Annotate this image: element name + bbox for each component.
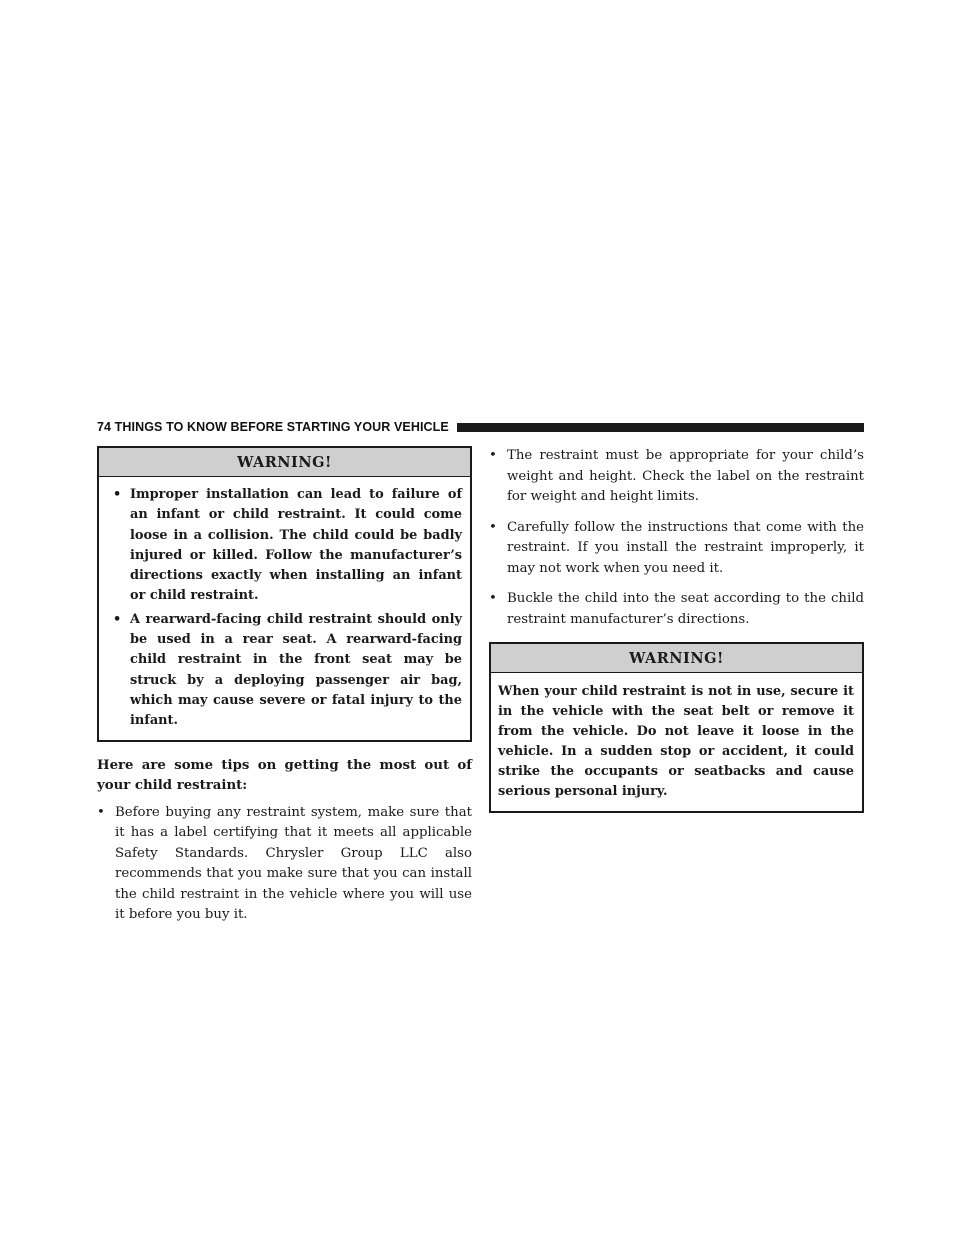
warning-body-text: When your child restraint is not in use, secure it in the vehicle with the seat belt or remove it from the vehicle. Do not leave it loose in the vehicle. In a sudden stop or accident, it could strike the occupants or seatbacks and cause serious personal injury. — [498, 684, 854, 799]
list-item-text: Before buying any restraint system, make sure that it has a label certifying that it meets all applicable Safety Standards. Chrysler Group LLC also recommends that you make sure that you can install the child restraint in the vehicle where you will use it before you buy it. — [115, 804, 472, 923]
tips-intro: Here are some tips on getting the most out of your child restraint: — [97, 757, 472, 794]
header-rule — [457, 423, 864, 432]
warning-item — [113, 485, 462, 607]
list-item — [489, 589, 864, 630]
running-header — [97, 418, 864, 436]
warning-title: WARNING! — [99, 448, 470, 477]
list-item — [489, 518, 864, 580]
tips-list-right — [489, 446, 864, 630]
warning-item-text: A rearward-facing child restraint should only be used in a rear seat. A rearward-facing child restraint in the front seat may be struck by a deploying passenger air bag, which may cause severe or fatal injury to the infant. — [130, 611, 462, 729]
warning-item-text: Improper installation can lead to failure of an infant or child restraint. It could come loose in a collision. The child could be badly injured or killed. Follow the manufacturer’s directions exactly when installing an infant or child restraint. — [130, 487, 462, 604]
left-column — [97, 446, 472, 936]
list-item-text: The restraint must be appropriate for your child’s weight and height. Check the label on the restraint for weight and height limits. — [507, 448, 864, 504]
list-item — [97, 803, 472, 926]
list-item-text: Buckle the child into the seat according to the child restraint manufacturer’s directions. — [507, 591, 864, 627]
bullet-icon: • — [489, 591, 497, 606]
list-item — [489, 446, 864, 508]
warning-title: WARNING! — [491, 644, 862, 673]
bullet-icon: • — [113, 487, 122, 502]
warning-item — [113, 610, 462, 732]
bullet-icon: • — [489, 448, 497, 463]
warning-body — [99, 477, 470, 740]
list-item-text: Carefully follow the instructions that come with the restraint. If you install the restraint improperly, it may not work when you need it. — [507, 519, 864, 576]
page-header-text: 74 THINGS TO KNOW BEFORE STARTING YOUR VEHICLE — [97, 420, 449, 434]
bullet-icon: • — [113, 611, 122, 627]
warning-box-storage — [489, 642, 864, 813]
bullet-icon: • — [489, 519, 497, 535]
right-column — [489, 446, 864, 813]
warning-box-installation — [97, 446, 472, 742]
bullet-icon: • — [97, 804, 105, 820]
tips-list-left — [97, 803, 472, 926]
